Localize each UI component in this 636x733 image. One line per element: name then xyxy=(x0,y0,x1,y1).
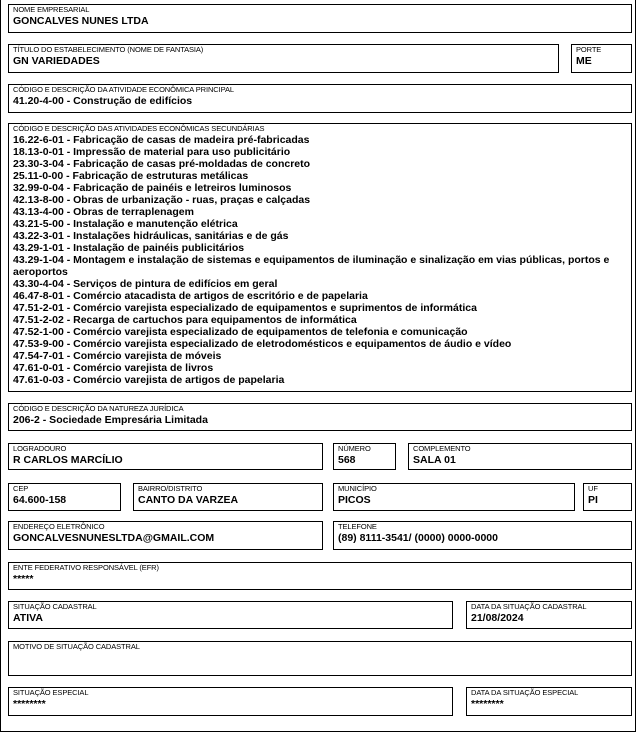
atividade-secundaria-item: 43.21-5-00 - Instalação e manutenção elétrica xyxy=(13,218,238,230)
atividade-secundaria-item: 42.13-8-00 - Obras de urbanização - ruas, praças e calçadas xyxy=(13,194,311,206)
logradouro-field xyxy=(8,443,323,470)
natureza-juridica-label: CÓDIGO E DESCRIÇÃO DA NATUREZA JURÍDICA xyxy=(13,404,184,413)
email-value: GONCALVESNUNESLTDA@GMAIL.COM xyxy=(13,532,215,544)
atividade-secundaria-item: 43.30-4-04 - Serviços de pintura de edifícios em geral xyxy=(13,278,278,290)
atividade-secundaria-item: 46.47-8-01 - Comércio atacadista de artigos de escritório e de papelaria xyxy=(13,290,368,302)
titulo-estabelecimento-label: TÍTULO DO ESTABELECIMENTO (NOME DE FANTASIA) xyxy=(13,45,204,54)
logradouro-value: R CARLOS MARCÍLIO xyxy=(13,454,123,466)
complemento-field xyxy=(408,443,632,470)
atividade-secundaria-item: 47.51-2-02 - Recarga de cartuchos para equipamentos de informática xyxy=(13,314,357,326)
situacao-especial-label: SITUAÇÃO ESPECIAL xyxy=(13,688,89,697)
atividades-secundarias-label: CÓDIGO E DESCRIÇÃO DAS ATIVIDADES ECONÔMICAS SECUNDÁRIAS xyxy=(13,124,265,133)
atividade-principal-label: CÓDIGO E DESCRIÇÃO DA ATIVIDADE ECONÔMICA PRINCIPAL xyxy=(13,85,234,94)
atividade-secundaria-item: 23.30-3-04 - Fabricação de casas pré-moldadas de concreto xyxy=(13,158,311,170)
atividade-secundaria-item: 43.13-4-00 - Obras de terraplenagem xyxy=(13,206,194,218)
data-situacao-especial-label: DATA DA SITUAÇÃO ESPECIAL xyxy=(471,688,579,697)
data-situacao-especial-value: ******** xyxy=(471,698,504,710)
atividade-secundaria-item: 47.54-7-01 - Comércio varejista de móveis xyxy=(13,350,222,362)
efr-field xyxy=(8,562,632,590)
email-label: ENDEREÇO ELETRÔNICO xyxy=(13,522,105,531)
motivo-situacao-field xyxy=(8,641,632,676)
numero-value: 568 xyxy=(338,454,356,466)
situacao-cadastral-label: SITUAÇÃO CADASTRAL xyxy=(13,602,97,611)
uf-field xyxy=(583,483,632,511)
bairro-field xyxy=(133,483,323,511)
atividade-principal-value: 41.20-4-00 - Construção de edifícios xyxy=(13,95,193,107)
situacao-cadastral-field xyxy=(8,601,453,629)
municipio-label: MUNICÍPIO xyxy=(338,484,377,493)
bairro-label: BAIRRO/DISTRITO xyxy=(138,484,203,493)
natureza-juridica-value: 206-2 - Sociedade Empresária Limitada xyxy=(13,414,208,426)
numero-field xyxy=(333,443,396,470)
atividade-secundaria-item: 25.11-0-00 - Fabricação de estruturas metálicas xyxy=(13,170,249,182)
complemento-value: SALA 01 xyxy=(413,454,456,466)
atividade-secundaria-item: 16.22-6-01 - Fabricação de casas de madeira pré-fabricadas xyxy=(13,134,310,146)
municipio-value: PICOS xyxy=(338,494,371,506)
situacao-cadastral-value: ATIVA xyxy=(13,612,43,624)
telefone-label: TELEFONE xyxy=(338,522,377,531)
logradouro-label: LOGRADOURO xyxy=(13,444,67,453)
titulo-estabelecimento-value: GN VARIEDADES xyxy=(13,55,100,67)
situacao-especial-field xyxy=(8,687,453,716)
data-situacao-cadastral-label: DATA DA SITUAÇÃO CADASTRAL xyxy=(471,602,587,611)
atividades-secundarias-field xyxy=(8,123,632,392)
atividade-secundaria-item: 47.53-9-00 - Comércio varejista especializado de eletrodomésticos e equipamentos de áudio e vídeo xyxy=(13,338,512,350)
atividade-secundaria-item: 43.29-1-01 - Instalação de painéis publicitários xyxy=(13,242,245,254)
data-situacao-cadastral-field xyxy=(466,601,632,629)
efr-label: ENTE FEDERATIVO RESPONSÁVEL (EFR) xyxy=(13,563,159,572)
cep-value: 64.600-158 xyxy=(13,494,67,506)
atividade-principal-field xyxy=(8,84,632,113)
atividade-secundaria-item: 43.29-1-04 - Montagem e instalação de sistemas e equipamentos de iluminação e sinalização em vias públicas, portos e aeroportos xyxy=(13,254,610,278)
nome-empresarial-field xyxy=(8,4,632,33)
atividade-secundaria-item: 32.99-0-04 - Fabricação de painéis e letreiros luminosos xyxy=(13,182,292,194)
atividade-secundaria-item: 47.61-0-01 - Comércio varejista de livros xyxy=(13,362,214,374)
telefone-field xyxy=(333,521,632,550)
telefone-value: (89) 8111-3541/ (0000) 0000-0000 xyxy=(338,532,498,544)
complemento-label: COMPLEMENTO xyxy=(413,444,471,453)
data-situacao-cadastral-value: 21/08/2024 xyxy=(471,612,524,624)
titulo-estabelecimento-field xyxy=(8,44,559,73)
cep-label: CEP xyxy=(13,484,29,493)
atividade-secundaria-item: 43.22-3-01 - Instalações hidráulicas, sanitárias e de gás xyxy=(13,230,289,242)
natureza-juridica-field xyxy=(8,403,632,431)
email-field xyxy=(8,521,323,550)
atividade-secundaria-item: 47.51-2-01 - Comércio varejista especializado de equipamentos e suprimentos de informática xyxy=(13,302,477,314)
uf-label: UF xyxy=(588,484,598,493)
atividade-secundaria-item: 18.13-0-01 - Impressão de material para uso publicitário xyxy=(13,146,291,158)
atividade-secundaria-item: 47.61-0-03 - Comércio varejista de artigos de papelaria xyxy=(13,374,285,386)
uf-value: PI xyxy=(588,494,598,506)
porte-label: PORTE xyxy=(576,45,602,54)
municipio-field xyxy=(333,483,575,511)
porte-field xyxy=(571,44,632,73)
data-situacao-especial-field xyxy=(466,687,632,716)
motivo-situacao-label: MOTIVO DE SITUAÇÃO CADASTRAL xyxy=(13,642,140,651)
nome-empresarial-label: NOME EMPRESARIAL xyxy=(13,5,90,14)
atividade-secundaria-item: 47.52-1-00 - Comércio varejista especializado de equipamentos de telefonia e comunicação xyxy=(13,326,468,338)
situacao-especial-value: ******** xyxy=(13,698,46,710)
porte-value: ME xyxy=(576,55,592,67)
cep-field xyxy=(8,483,121,511)
bairro-value: CANTO DA VARZEA xyxy=(138,494,239,506)
efr-value: ***** xyxy=(13,573,34,585)
atividades-secundarias-list xyxy=(13,134,627,386)
numero-label: NÚMERO xyxy=(338,444,371,453)
nome-empresarial-value: GONCALVES NUNES LTDA xyxy=(13,15,149,27)
